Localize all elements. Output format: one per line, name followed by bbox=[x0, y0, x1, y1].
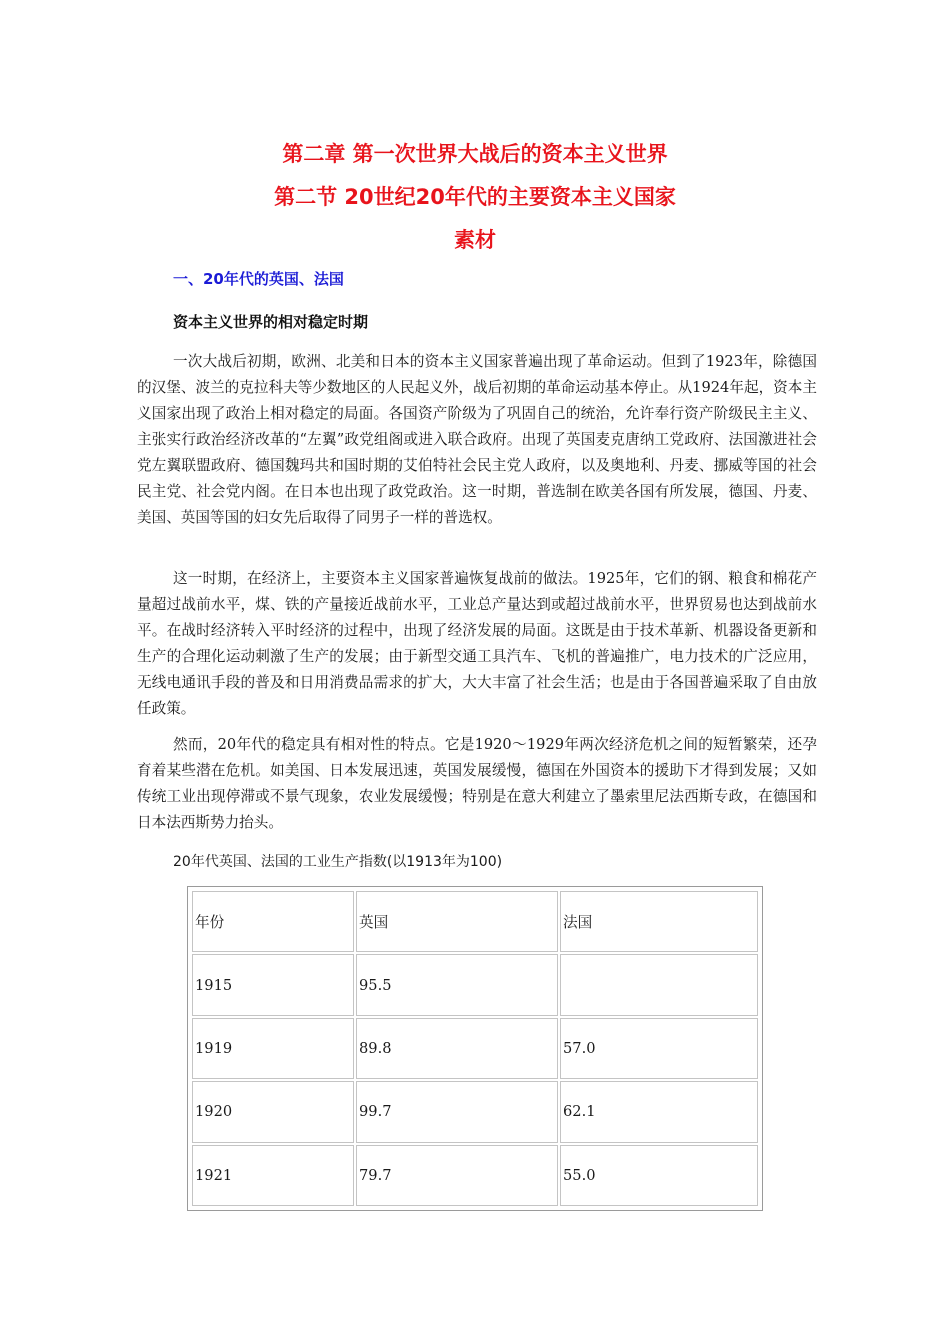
table-caption: 20年代英国、法国的工业生产指数(以1913年为100) bbox=[173, 854, 503, 870]
table-row bbox=[192, 1018, 758, 1079]
section-title: 第二节 20世纪20年代的主要资本主义国家 bbox=[274, 185, 676, 209]
material-title: 素材 bbox=[454, 228, 496, 252]
cell-france: 62.1 bbox=[560, 1081, 758, 1142]
table-row bbox=[192, 954, 758, 1015]
section-heading: 一、20年代的英国、法国 bbox=[173, 270, 344, 288]
paragraph-2: 这一时期，在经济上，主要资本主义国家普遍恢复战前的做法。1925年，它们的钢、粮食和棉花产量超过战前水平，煤、铁的产量接近战前水平，工业总产量达到或超过战前水平，世界贸易也达到战前水平。在战时经济转入平时经济的过程中，出现了经济发展的局面。这既是由于技术革新、机器设备更新和生产的合理化运动刺激了生产的发展；由于新型交通工具汽车、飞机的普遍推广，电力技术的广泛应用，无线电通讯手段的普及和日用消费品需求的扩大，大大丰富了社会生活；也是由于各国普遍采取了自由放任政策。 bbox=[137, 570, 817, 717]
cell-year: 1915 bbox=[192, 954, 354, 1015]
cell-year: 1921 bbox=[192, 1145, 354, 1206]
paragraph-3: 然而，20年代的稳定具有相对性的特点。它是1920～1929年两次经济危机之间的短暂繁荣，还孕育着某些潜在危机。如美国、日本发展迅速，英国发展缓慢，德国在外国资本的援助下才得到发展；又如传统工业出现停滞或不景气现象，农业发展缓慢；特别是在意大利建立了墨索里尼法西斯专政，在德国和日本法西斯势力抬头。 bbox=[137, 736, 817, 831]
cell-britain: 89.8 bbox=[356, 1018, 558, 1079]
industrial-index-table bbox=[187, 886, 763, 1211]
header-cell-france: 法国 bbox=[560, 891, 758, 952]
paragraph-1: 一次大战后初期，欧洲、北美和日本的资本主义国家普遍出现了革命运动。但到了1923年，除德国的汉堡、波兰的克拉科夫等少数地区的人民起义外，战后初期的革命运动基本停止。从1924年起，资本主义国家出现了政治上相对稳定的局面。各国资产阶级为了巩固自己的统治，允许奉行资产阶级民主主义、主张实行政治经济改革的“左翼”政党组阁或进入联合政府。出现了英国麦克唐纳工党政府、法国激进社会党左翼联盟政府、德国魏玛共和国时期的艾伯特社会民主党人政府，以及奥地利、丹麦、挪威等国的社会民主党、社会党内阁。在日本也出现了政党政治。这一时期，普选制在欧美各国有所发展，德国、丹麦、美国、英国等国的妇女先后取得了同男子一样的普选权。 bbox=[137, 353, 817, 526]
cell-britain: 99.7 bbox=[356, 1081, 558, 1142]
cell-britain: 79.7 bbox=[356, 1145, 558, 1206]
data-table bbox=[190, 889, 760, 1208]
header-cell-year: 年份 bbox=[192, 891, 354, 952]
chapter-title: 第二章 第一次世界大战后的资本主义世界 bbox=[282, 142, 668, 166]
table-row bbox=[192, 1145, 758, 1206]
header-cell-britain: 英国 bbox=[356, 891, 558, 952]
cell-france bbox=[560, 954, 758, 1015]
cell-france: 57.0 bbox=[560, 1018, 758, 1079]
cell-britain: 95.5 bbox=[356, 954, 558, 1015]
cell-year: 1919 bbox=[192, 1018, 354, 1079]
table-header-row bbox=[192, 891, 758, 952]
cell-france: 55.0 bbox=[560, 1145, 758, 1206]
cell-year: 1920 bbox=[192, 1081, 354, 1142]
table-row bbox=[192, 1081, 758, 1142]
sub-heading: 资本主义世界的相对稳定时期 bbox=[173, 313, 369, 331]
